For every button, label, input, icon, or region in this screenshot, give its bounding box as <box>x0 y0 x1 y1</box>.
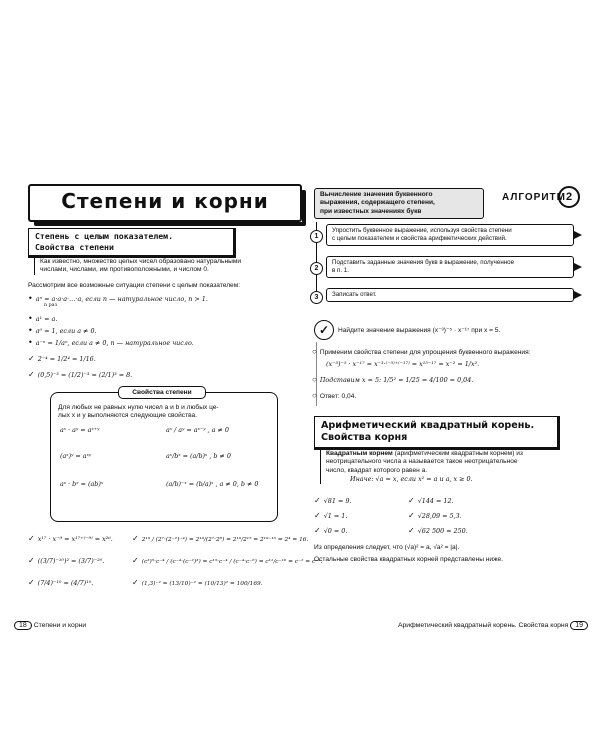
root-example: ✓ √28,09 = 5,3. <box>408 511 462 520</box>
example-item: ✓ x¹⁷ · x⁻⁹ = x¹⁷⁺⁽⁻⁹⁾ = x²⁶. <box>28 534 113 543</box>
section-heading-line2: Свойства степени <box>35 242 114 252</box>
root-example: ✓ √1 = 1. <box>314 511 348 520</box>
intro-line: числами, числами, им противоположными, и числом 0. <box>40 266 209 274</box>
property-item: aˣ · aʸ = aˣ⁺ʸ <box>60 426 100 434</box>
step-number: 3 <box>310 291 323 304</box>
solution-step: ○ Применим свойства степени для упрощения буквенного выражения: <box>312 347 531 356</box>
definition-term: Квадратным корнем <box>326 450 393 457</box>
algorithm-title: Вычисление значения буквенного выражения, содержащего степени, при известных значениях букв <box>314 188 484 219</box>
footer-text: Арифметический квадратный корень. Свойства корня <box>397 622 569 629</box>
page-number: 19 <box>570 621 588 630</box>
algorithm-number-badge: 2 <box>558 186 580 208</box>
example-item: ✓ 2⁻⁴ = 1/2⁴ = 1/16. <box>28 354 96 363</box>
step-number: 2 <box>310 262 323 275</box>
footer-text: Степени и корни <box>33 622 87 629</box>
solution-formula: (x⁻³)⁻⁵ · x⁻¹⁷ = x⁻³·⁽⁻⁵⁾⁺⁽⁻¹⁷⁾ = x¹⁵⁻¹⁷ = x⁻² = 1/x². <box>326 360 480 368</box>
root-example: ✓ √81 = 9. <box>314 496 352 505</box>
case-item: • a⁻ⁿ = 1/aⁿ, если a ≠ 0, n — натуральное число. <box>28 338 194 347</box>
property-item: (aˣ)ʸ = aˣʸ <box>60 452 92 460</box>
example-item: ✓ ((3/7)⁻¹⁰)² = (3/7)⁻²⁰. <box>28 556 105 565</box>
root-example: ✓ √0 = 0. <box>314 526 348 535</box>
intro-paragraph <box>34 258 298 275</box>
case-item: • aⁿ = a·a·a·…·a, если n — натуральное число, n > 1. <box>28 294 208 303</box>
section-heading: Арифметический квадратный корень. Свойства корня <box>314 416 560 450</box>
right-page <box>306 180 588 632</box>
root-example: ✓ √62 500 = 250. <box>408 526 468 535</box>
conclusion-line: Из определения следует, что (√a)² = a, √a² = |a|. <box>314 544 460 551</box>
section-heading <box>28 228 236 258</box>
check-mark-icon: ✓ <box>314 320 334 340</box>
task-statement: Найдите значение выражения (x⁻³)⁻⁵ · x⁻¹⁷ при x = 5. <box>338 327 501 334</box>
property-item: aˣ / aʸ = aˣ⁻ʸ , a ≠ 0 <box>166 426 229 434</box>
conclusion-line: Остальные свойства квадратных корней представлены ниже. <box>314 556 504 563</box>
case-item: • a¹ = a. <box>28 314 58 323</box>
property-item: aˣ · bˣ = (ab)ˣ <box>60 480 104 488</box>
page-footer <box>14 621 86 630</box>
example-item: ✓ (1,3)⁻² = (13/10)⁻² = (10/13)² = 100/169. <box>132 578 263 587</box>
section-heading-line1: Степень с целым показателем. <box>35 231 174 241</box>
case-item: • a⁰ = 1, если a ≠ 0. <box>28 326 97 335</box>
algorithm-label: АЛГОРИТМ <box>502 192 566 203</box>
algorithm-step: Подставить заданные значения букв в выражение, полученное в п. 1. <box>326 256 574 278</box>
solution-answer: ○ Ответ: 0,04. <box>312 391 357 400</box>
properties-intro: Для любых не равных нулю чисел a и b и любых це- лых x и y выполняются следующие свойства. <box>58 404 219 420</box>
root-example: ✓ √144 = 12. <box>408 496 454 505</box>
algorithm-step: Записать ответ. <box>326 288 574 302</box>
intro-line: Как известно, множество целых чисел образовано натуральными <box>40 258 242 265</box>
chapter-title-banner <box>28 184 302 222</box>
n-times-label: n раз <box>44 303 58 308</box>
example-item: ✓ (7/4)⁻¹⁰ = (4/7)¹⁰. <box>28 578 94 587</box>
page-footer <box>398 621 588 630</box>
page-number: 18 <box>14 621 32 630</box>
cases-intro: Рассмотрим все возможные ситуации степени с целым показателем: <box>28 282 241 289</box>
example-item: ✓ (0,5)⁻³ = (1/2)⁻³ = (2/1)³ = 8. <box>28 370 133 379</box>
solution-step: ○ Подставим x = 5: 1/5² = 1/25 = 4/100 = 0,04. <box>312 375 474 384</box>
step-number: 1 <box>310 230 323 243</box>
example-item: ✓ 2¹⁹ / (2⁷·(2⁻²)⁻⁴) = 2¹⁹/(2⁷·2⁸) = 2¹⁹/2¹⁵ = 2¹⁹⁻¹⁵ = 2⁴ = 16. <box>132 534 309 543</box>
properties-box-title: Свойства степени <box>118 386 206 399</box>
property-item: (a/b)⁻ˣ = (b/a)ˣ , a ≠ 0, b ≠ 0 <box>166 480 259 488</box>
left-page <box>14 180 323 632</box>
algorithm-step: Упростить буквенное выражение, используя свойства степени с целым показателем и свойства арифметических действий. <box>326 224 574 246</box>
chapter-title: Степени и корни <box>61 189 269 213</box>
example-item: ✓ (c³)⁵·c⁻⁴ / (c⁻⁴·(c⁻²)³) = c¹⁵·c⁻⁴ / (c⁻⁴·c⁻⁶) = c¹¹/c⁻¹⁰ = c⁻² = c⁻⁴. <box>132 556 323 565</box>
definition-paragraph: Квадратным корнем (арифметическим квадратным корнем) из неотрицательного числа a называется такое неотрицательное число, квадрат которого равен a. Иначе: √a = x, если x² = a и a, x ≥ 0. <box>320 450 582 484</box>
property-item: aˣ/bˣ = (a/b)ˣ , b ≠ 0 <box>166 452 231 460</box>
